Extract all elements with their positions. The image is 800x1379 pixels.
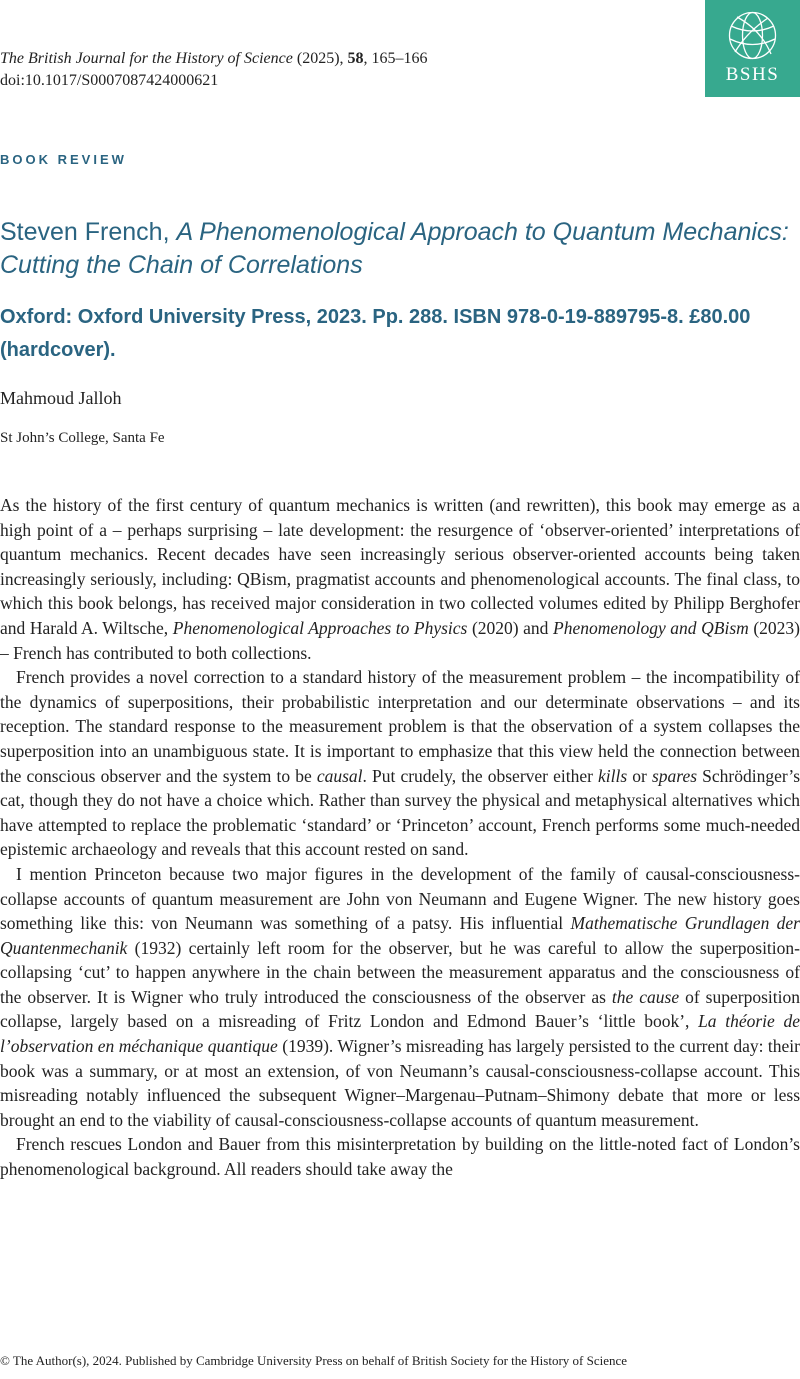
paragraph-text: or <box>627 765 652 786</box>
italic-title-text: Mathematische Grundlagen der Quantenmechanik <box>0 913 800 958</box>
logo-text: BSHS <box>725 64 780 85</box>
paragraph-text: As the history of the first century of quantum mechanics is written (and rewritten), this book may emerge as a high point of a – perhaps surprising – late development: the resurgence of ‘observer-oriented’ interpretations of quantum mechanics. Recent decades have seen increasingly serious observer-oriented accounts being taken increasingly seriously, including: QBism, pragmatist accounts and phenomenological accounts. The final class, to which this book belongs, has received major consideration in two collected volumes edited by Philipp Berghofer and Harald A. Wiltsche, <box>0 495 800 638</box>
paragraph-text: . Put crudely, the observer either <box>362 765 599 786</box>
paragraph-text: of superposition collapse, largely based on a misreading of Fritz London and Edmond Bauer’s ‘little book’, <box>0 986 800 1032</box>
journal-volume: 58 <box>347 50 364 67</box>
journal-citation <box>0 48 680 92</box>
body-paragraph <box>0 665 800 862</box>
italic-title-text: Phenomenological Approaches to Physics <box>172 617 468 638</box>
italic-title-text: kills <box>598 765 628 786</box>
book-title: A Phenomenological Approach to Quantum Mechanics: Cutting the Chain of Correlations <box>0 218 789 279</box>
body-paragraph <box>0 493 800 665</box>
journal-name: The British Journal for the History of Science <box>0 50 293 67</box>
reviewer-affiliation: St John’s College, Santa Fe <box>0 430 165 446</box>
italic-title-text: La théorie de l’observation en méchanique quantique <box>0 1011 800 1057</box>
reviewer-name: Mahmoud Jalloh <box>0 388 122 408</box>
body-paragraph <box>0 862 800 1133</box>
bshs-logo <box>705 0 800 97</box>
paragraph-text: Schrödinger’s cat, though they do not have a choice which. Rather than survey the physical and metaphysical alternatives which have attempted to replace the problematic ‘standard’ or ‘Princeton’ account, French performs some much-needed epistemic archaeology and reveals that this account rested on sand. <box>0 765 800 860</box>
globe-logo-icon <box>725 8 780 63</box>
paragraph-text: (2020) and <box>467 617 553 638</box>
italic-title-text: Phenomenology and QBism <box>553 617 749 638</box>
journal-year: (2025), <box>292 50 348 67</box>
paragraph-text: French rescues London and Bauer from this misinterpretation by building on the little-noted fact of London’s phenomenological background. All readers should take away the <box>0 1134 800 1180</box>
publication-details: Oxford: Oxford University Press, 2023. Pp. 288. ISBN 978-0-19-889795-8. £80.00 (hardcover). <box>0 306 751 361</box>
review-title <box>0 216 800 282</box>
section-kicker: BOOK REVIEW <box>0 152 127 167</box>
italic-title-text: spares <box>651 765 698 786</box>
paragraph-text: (1932) certainly left room for the observer, but he was careful to allow the superposition-collapsing ‘cut’ to happen anywhere in the chain between the measurement apparatus and the consciousness of the observer. It is Wigner who truly introduced the consciousness of the observer as <box>0 937 800 1007</box>
paragraph-text: (1939). Wigner’s misreading has largely persisted to the current day: their book was a summary, or at most an extension, of von Neumann’s causal-consciousness-collapse account. This misreading notably influenced the subsequent Wigner–Margenau–Putnam–Shimony debate that more or less brought an end to the viability of causal-consciousness-collapse accounts of quantum measurement. <box>0 1036 800 1130</box>
paragraph-text: (2023) – French has contributed to both collections. <box>0 617 800 663</box>
italic-title-text: causal <box>316 765 363 786</box>
journal-line <box>0 48 680 70</box>
book-author: Steven French, <box>0 218 177 246</box>
paragraph-text: French provides a novel correction to a standard history of the measurement problem – the incompatibility of the dynamics of superpositions, their probabilistic interpretation and our determinate observations – and its reception. The standard response to the measurement problem is that the observation of a system collapses the superposition into an unambiguous state. It is important to emphasize that this view held the connection between the conscious observer and the system to be <box>0 667 800 786</box>
body-paragraph <box>0 1132 800 1181</box>
paragraph-text: I mention Princeton because two major figures in the development of the family of causal-consciousness-collapse accounts of quantum measurement are John von Neumann and Eugene Wigner. The new history goes something like this: von Neumann was something of a patsy. His influential <box>0 863 800 934</box>
doi[interactable]: doi:10.1017/S0007087424000621 <box>0 72 219 89</box>
copyright-footer: © The Author(s), 2024. Published by Cambridge University Press on behalf of British Society for the History of Science <box>0 1353 628 1368</box>
review-body <box>0 493 800 1182</box>
journal-pages: , 165–166 <box>363 50 428 67</box>
italic-title-text: the cause <box>611 986 680 1007</box>
